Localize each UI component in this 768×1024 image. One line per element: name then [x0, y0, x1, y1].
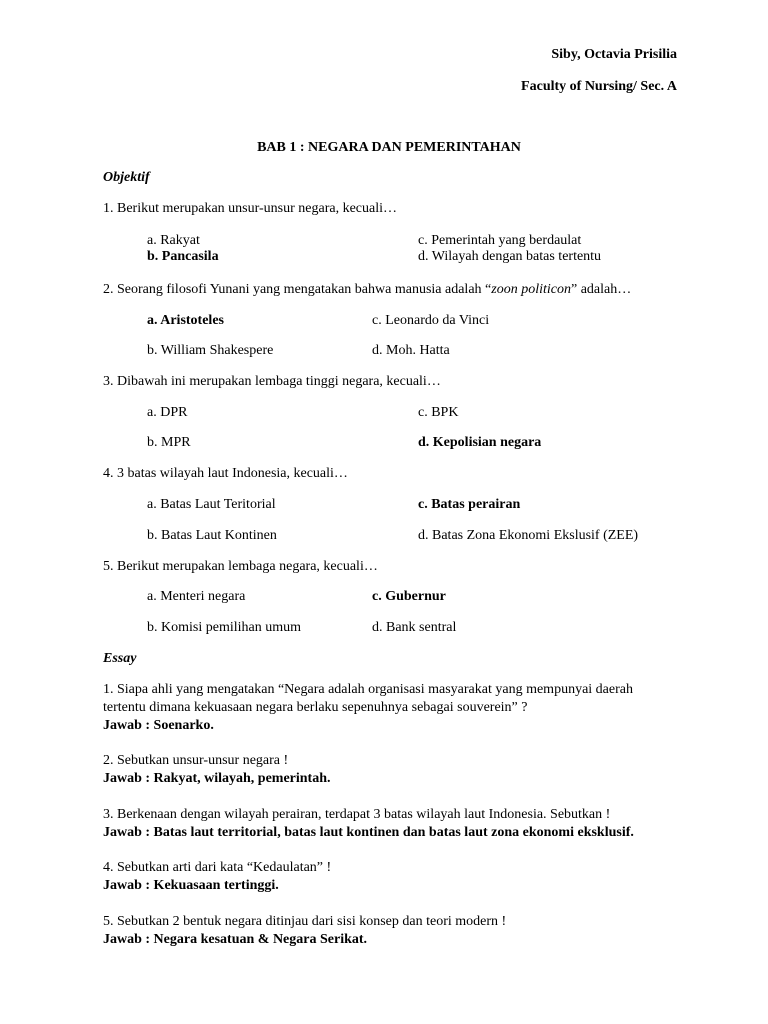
essay-item-4: [103, 859, 703, 895]
q3-option-c: c. BPK: [418, 405, 459, 420]
question-3-text: 3. Dibawah ini merupakan lembaga tinggi negara, kecuali…: [103, 374, 441, 389]
essay-3-answer: Jawab : Batas laut territorial, batas laut kontinen dan batas laut zona ekonomi eksklusif.: [103, 825, 634, 840]
question-2-text-after: ” adalah…: [570, 282, 632, 297]
q5-option-c-answer: c. Gubernur: [372, 589, 446, 604]
q3-option-b: b. MPR: [147, 435, 191, 450]
question-2-italic-term: zoon politicon: [491, 282, 571, 297]
essay-item-2: [103, 752, 703, 788]
q4-option-a: a. Batas Laut Teritorial: [147, 497, 276, 512]
chapter-title: BAB 1 : NEGARA DAN PEMERINTAHAN: [257, 140, 521, 155]
essay-3-question: 3. Berkenaan dengan wilayah perairan, terdapat 3 batas wilayah laut Indonesia. Sebutkan !: [103, 807, 611, 822]
q5-option-d: d. Bank sentral: [372, 620, 457, 635]
essay-5-answer: Jawab : Negara kesatuan & Negara Serikat.: [103, 932, 368, 947]
q2-option-b: b. William Shakespere: [147, 343, 274, 358]
question-4-text: 4. 3 batas wilayah laut Indonesia, kecuali…: [103, 466, 348, 481]
q2-option-a-answer: a. Aristoteles: [147, 313, 224, 328]
faculty-section: Faculty of Nursing/ Sec. A: [521, 79, 677, 94]
author-name: Siby, Octavia Prisilia: [551, 47, 677, 62]
q5-option-b: b. Komisi pemilihan umum: [147, 620, 301, 635]
question-5-text: 5. Berikut merupakan lembaga negara, kecuali…: [103, 559, 378, 574]
essay-item-5: [103, 913, 703, 949]
question-2-text-before: 2. Seorang filosofi Yunani yang mengatakan bahwa manusia adalah “: [103, 282, 492, 297]
q5-option-a: a. Menteri negara: [147, 589, 246, 604]
q1-option-d: d. Wilayah dengan batas tertentu: [418, 249, 602, 264]
q4-option-c-answer: c. Batas perairan: [418, 497, 521, 512]
essay-2-question: 2. Sebutkan unsur-unsur negara !: [103, 753, 289, 768]
objektif-heading: Objektif: [103, 170, 150, 185]
q3-option-a: a. DPR: [147, 405, 188, 420]
essay-1-question-line-2: tertentu dimana kekuasaan negara berlaku sepenuhnya sebagai souverein” ?: [103, 700, 528, 715]
essay-1-answer: Jawab : Soenarko.: [103, 718, 214, 733]
essay-heading: Essay: [103, 651, 137, 666]
q4-option-b: b. Batas Laut Kontinen: [147, 528, 277, 543]
q4-option-d: d. Batas Zona Ekonomi Ekslusif (ZEE): [418, 528, 639, 543]
q1-option-c: c. Pemerintah yang berdaulat: [418, 233, 582, 248]
q1-option-a: a. Rakyat: [147, 233, 200, 248]
q2-option-d: d. Moh. Hatta: [372, 343, 450, 358]
essay-1-question-line-1: 1. Siapa ahli yang mengatakan “Negara adalah organisasi masyarakat yang mempunyai daerah: [103, 682, 633, 697]
q2-option-c: c. Leonardo da Vinci: [372, 313, 490, 328]
essay-5-question: 5. Sebutkan 2 bentuk negara ditinjau dari sisi konsep dan teori modern !: [103, 914, 507, 929]
essay-4-question: 4. Sebutkan arti dari kata “Kedaulatan” !: [103, 860, 332, 875]
q1-option-b-answer: b. Pancasila: [147, 249, 219, 264]
q3-option-d-answer: d. Kepolisian negara: [418, 435, 542, 450]
essay-4-answer: Jawab : Kekuasaan tertinggi.: [103, 878, 279, 893]
essay-item-3: [103, 806, 703, 842]
essay-item-1: [103, 681, 703, 735]
essay-2-answer: Jawab : Rakyat, wilayah, pemerintah.: [103, 771, 331, 786]
question-2-text: [103, 282, 631, 298]
question-1-text: 1. Berikut merupakan unsur-unsur negara, kecuali…: [103, 201, 398, 216]
